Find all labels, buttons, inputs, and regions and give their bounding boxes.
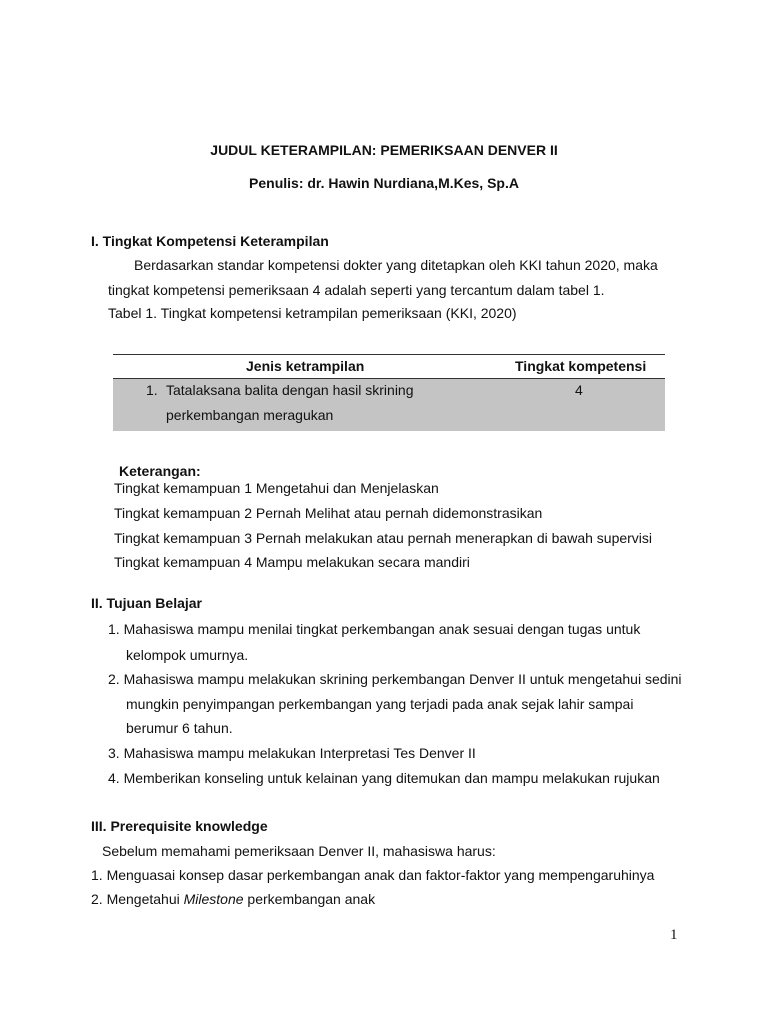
- keterangan-line-4: Tingkat kemampuan 4 Mampu melakukan secara mandiri: [114, 554, 470, 570]
- section-1-heading: I. Tingkat Kompetensi Keterampilan: [91, 233, 329, 249]
- prerequisite-2-milestone: Milestone: [183, 891, 244, 907]
- table-row-skill-line-1: Tatalaksana balita dengan hasil skrining: [166, 382, 414, 398]
- document-title: JUDUL KETERAMPILAN: PEMERIKSAAN DENVER II: [210, 142, 558, 158]
- table-row-number: 1.: [146, 382, 158, 398]
- keterangan-heading: Keterangan:: [119, 463, 201, 479]
- table-caption: Tabel 1. Tingkat kompetensi ketrampilan pemeriksaan (KKI, 2020): [108, 305, 517, 321]
- page-number: 1: [670, 927, 678, 943]
- section-1-paragraph-line-2: tingkat kompetensi pemeriksaan 4 adalah seperti yang tercantum dalam tabel 1.: [108, 282, 605, 298]
- goal-2-line-1: 2. Mahasiswa mampu melakukan skrining perkembangan Denver II untuk mengetahui sedini: [108, 671, 682, 687]
- prerequisite-2: [91, 890, 375, 908]
- section-3-intro: Sebelum memahami pemeriksaan Denver II, mahasiswa harus:: [102, 843, 496, 859]
- prerequisite-2-suffix: perkembangan anak: [243, 891, 376, 907]
- keterangan-line-1: Tingkat kemampuan 1 Mengetahui dan Menjelaskan: [114, 480, 439, 496]
- goal-4: 4. Memberikan konseling untuk kelainan yang ditemukan dan mampu melakukan rujukan: [108, 770, 660, 786]
- section-2-heading: II. Tujuan Belajar: [91, 595, 202, 611]
- table-header-skill: Jenis ketrampilan: [246, 358, 365, 374]
- section-3-heading: III. Prerequisite knowledge: [91, 818, 268, 834]
- goal-2-line-3: berumur 6 tahun.: [126, 720, 233, 736]
- table-top-border: [113, 354, 665, 355]
- table-row-level: 4: [575, 382, 583, 398]
- table-row-skill-line-2: perkembangan meragukan: [166, 407, 334, 423]
- prerequisite-1: 1. Menguasai konsep dasar perkembangan anak dan faktor-faktor yang mempengaruhinya: [91, 867, 655, 883]
- document-author: Penulis: dr. Hawin Nurdiana,M.Kes, Sp.A: [249, 175, 519, 191]
- prerequisite-2-prefix: 2. Mengetahui: [91, 891, 184, 907]
- table-header-competency: Tingkat kompetensi: [515, 358, 647, 374]
- goal-1-line-1: 1. Mahasiswa mampu menilai tingkat perkembangan anak sesuai dengan tugas untuk: [108, 621, 641, 637]
- section-1-paragraph-line-1: Berdasarkan standar kompetensi dokter yang ditetapkan oleh KKI tahun 2020, maka: [134, 257, 658, 273]
- goal-3: 3. Mahasiswa mampu melakukan Interpretasi Tes Denver II: [108, 745, 476, 761]
- goal-2-line-2: mungkin penyimpangan perkembangan yang terjadi pada anak sejak lahir sampai: [126, 696, 634, 712]
- keterangan-line-2: Tingkat kemampuan 2 Pernah Melihat atau pernah didemonstrasikan: [114, 505, 543, 521]
- keterangan-line-3: Tingkat kemampuan 3 Pernah melakukan atau pernah menerapkan di bawah supervisi: [114, 530, 653, 546]
- goal-1-line-2: kelompok umurnya.: [126, 647, 249, 663]
- competency-table: [113, 354, 665, 431]
